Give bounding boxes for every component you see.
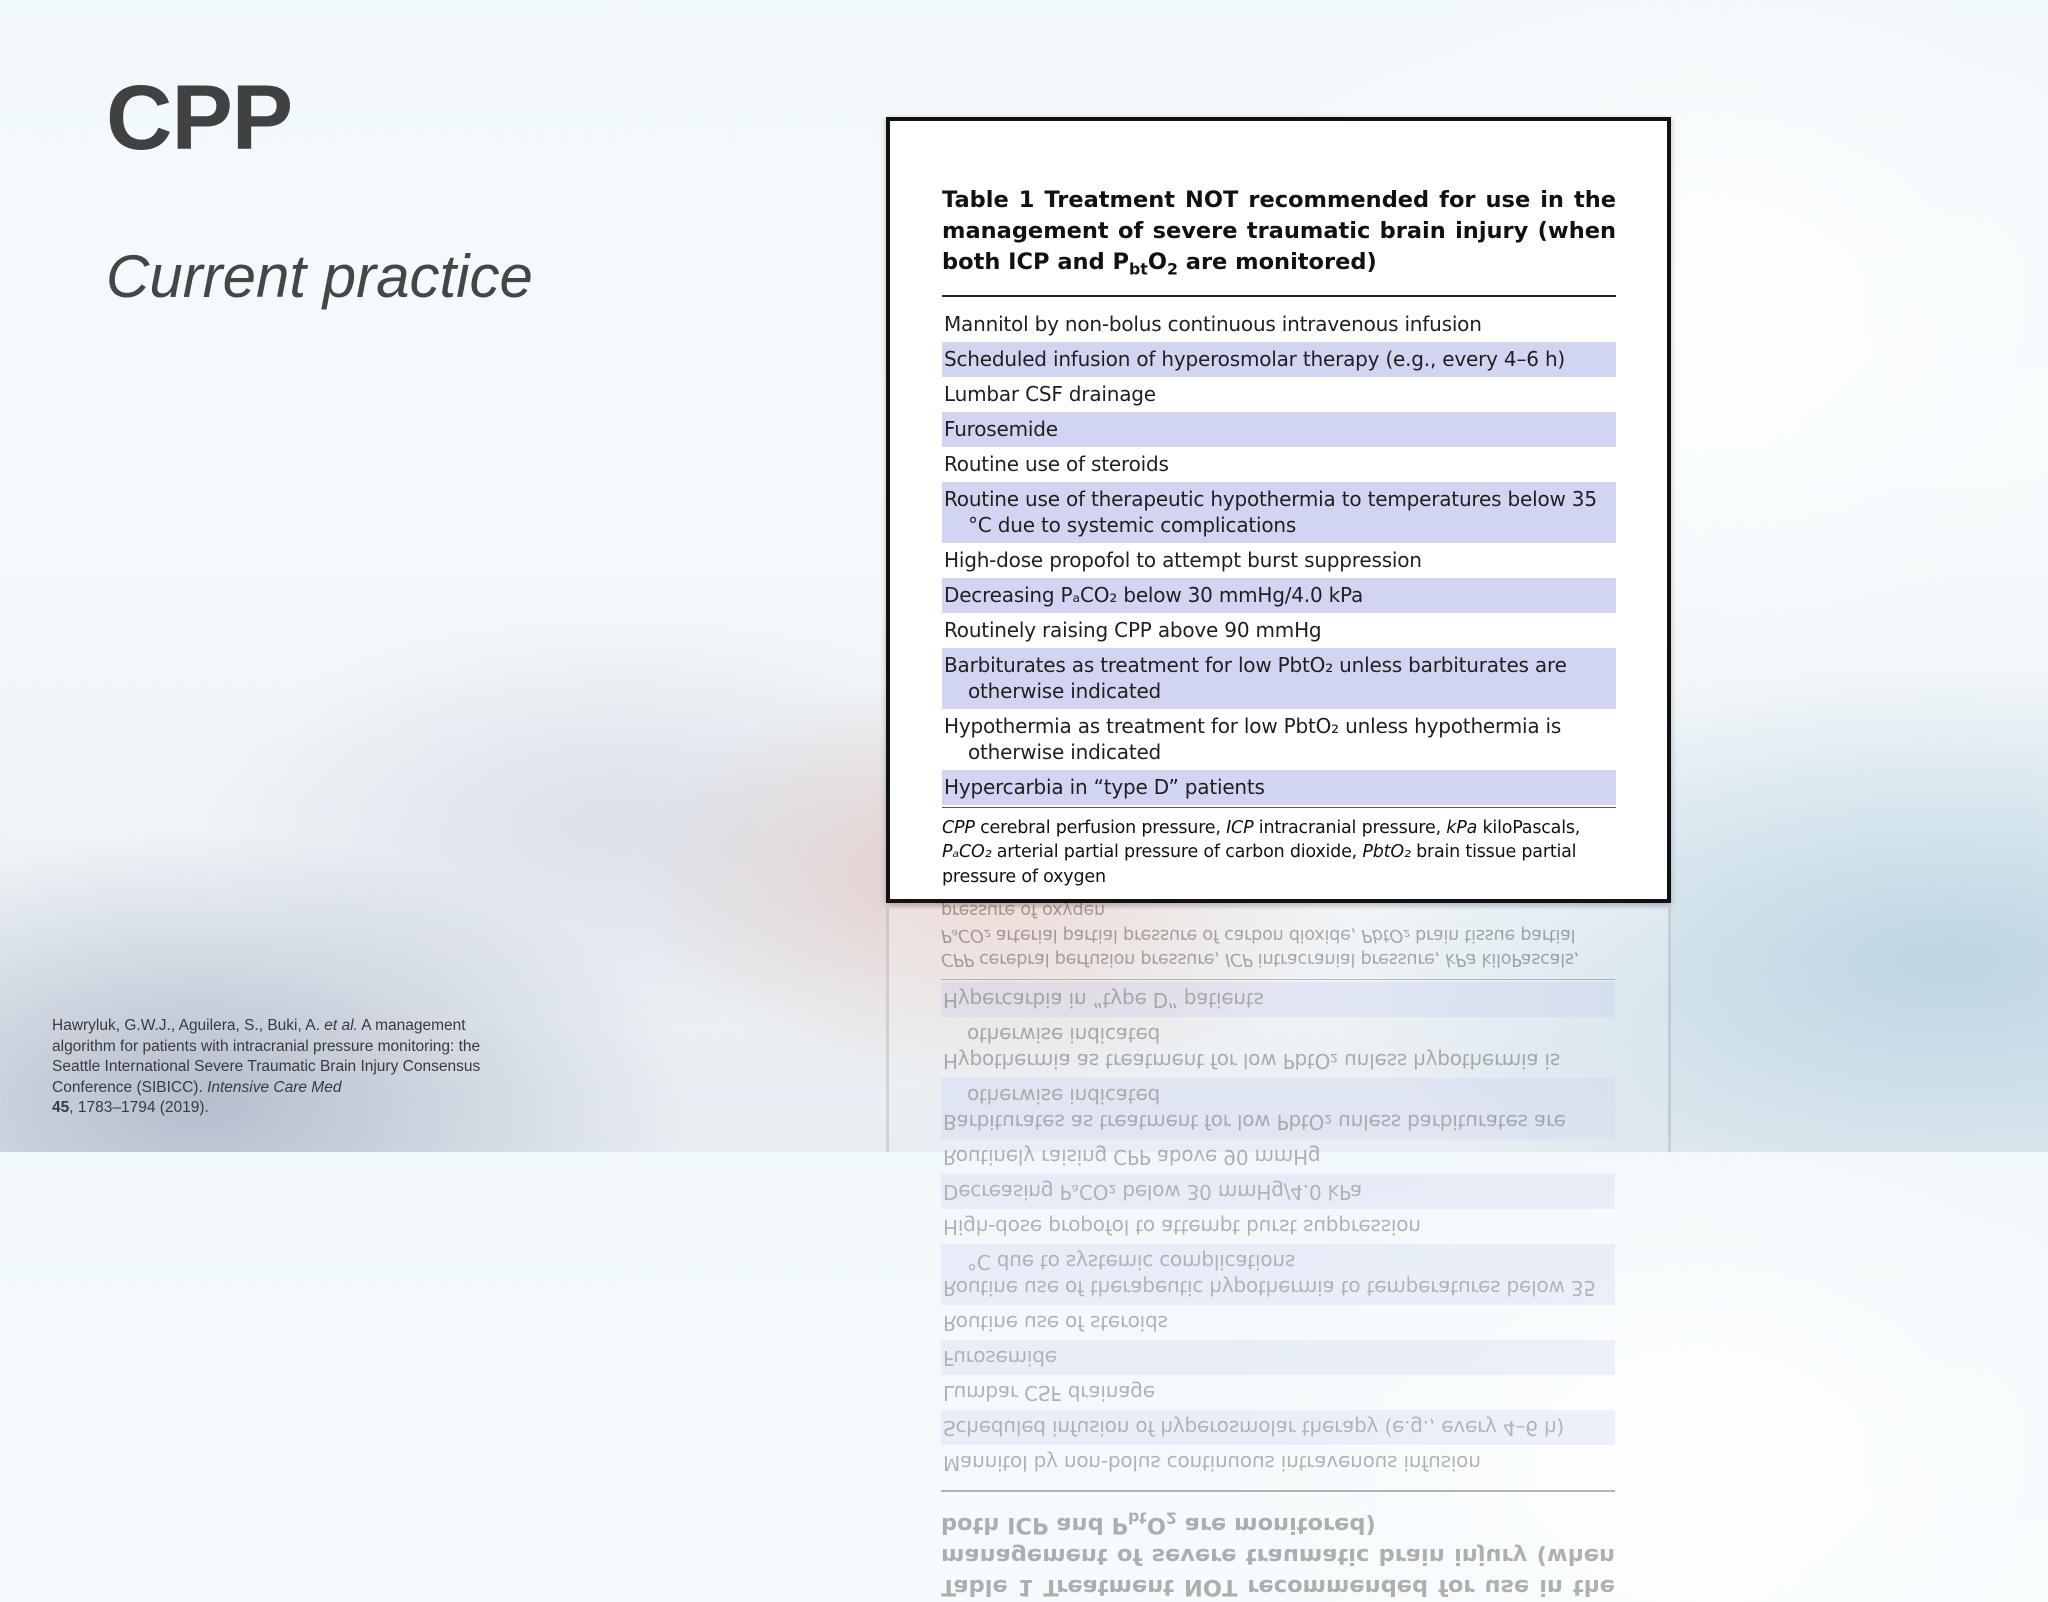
reflection-fragment: CPP cerebral perfusion pressure, ICP intracranial pressure, kPa kiloPascals, PₐCO₂ arterial partial pressure of carbon dioxide, PbtO₂ brain tissue partial pressure of oxygen bbox=[941, 898, 1615, 972]
table-row: Mannitol by non-bolus continuous intravenous infusion bbox=[942, 307, 1616, 342]
reflection-content bbox=[941, 898, 1615, 908]
reflection-fragment: Decreasing PₐCO₂ below 30 mmHg/4.0 kPa bbox=[941, 1175, 1615, 1210]
table-row: Hypothermia as treatment for low PbtO₂ unless hypothermia is otherwise indicated bbox=[942, 709, 1616, 770]
slide-title: CPP bbox=[106, 66, 292, 171]
table-row: Decreasing PₐCO₂ below 30 mmHg/4.0 kPa bbox=[942, 578, 1616, 613]
citation: Hawryluk, G.W.J., Aguilera, S., Buki, A. et al. A management algorithm for patients with intracranial pressure monitoring: the Seattle International Severe Traumatic Brain Injury Consensus Conference (SIBICC). Intensive Care Med 45, 1783–1794 (2019). bbox=[52, 1016, 532, 1119]
table-row: Routine use of therapeutic hypothermia to temperatures below 35 °C due to systemic complications bbox=[942, 482, 1616, 543]
reflection-fragment bbox=[941, 980, 1615, 981]
table-bottom-rule bbox=[942, 807, 1616, 808]
table-row: High-dose propofol to attempt burst suppression bbox=[942, 543, 1616, 578]
reflection-fragment: Lumbar CSF drainage bbox=[941, 1376, 1615, 1411]
reflection-fragment: Barbiturates as treatment for low PbtO₂ unless barbiturates are otherwise indicated bbox=[941, 1079, 1615, 1140]
table-reflection bbox=[886, 908, 1671, 1152]
reflection-fragment: Scheduled infusion of hyperosmolar therapy (e.g., every 4–6 h) bbox=[941, 1411, 1615, 1446]
table-content bbox=[942, 185, 1616, 889]
reflection-fragment: Hypothermia as treatment for low PbtO₂ unless hypothermia is otherwise indicated bbox=[941, 1018, 1615, 1079]
reflection-fragment: Routine use of steroids bbox=[941, 1306, 1615, 1341]
reflection-fragment: High-dose propofol to attempt burst suppression bbox=[941, 1210, 1615, 1245]
table-content bbox=[941, 898, 1615, 1602]
reflection-fragment: Routine use of therapeutic hypothermia to temperatures below 35 °C due to systemic complications bbox=[941, 1245, 1615, 1306]
table-row: Furosemide bbox=[942, 412, 1616, 447]
table-row: Scheduled infusion of hyperosmolar therapy (e.g., every 4–6 h) bbox=[942, 342, 1616, 377]
slide-subtitle: Current practice bbox=[106, 242, 533, 311]
table-heading: Table 1 Treatment NOT recommended for use in the management of severe traumatic brain injury (when both ICP and $P_{bt}O_2$ are monitored) bbox=[942, 185, 1616, 297]
table-row: Hypercarbia in “type D” patients bbox=[942, 770, 1616, 805]
reflection-fragment: Table 1 Treatment NOT recommended for use in the management of severe traumatic brain injury (when both ICP and $P_{bt}O_2$ are monitored) bbox=[941, 1491, 1615, 1602]
table-footnote: CPP cerebral perfusion pressure, ICP intracranial pressure, kPa kiloPascals, PₐCO₂ arterial partial pressure of carbon dioxide, PbtO₂ brain tissue partial pressure of oxygen bbox=[942, 816, 1616, 890]
table-row: Barbiturates as treatment for low PbtO₂ unless barbiturates are otherwise indicated bbox=[942, 648, 1616, 709]
reflection-fragment: Hypercarbia in “type D” patients bbox=[941, 983, 1615, 1018]
reflection-fragment: Mannitol by non-bolus continuous intravenous infusion bbox=[941, 1446, 1615, 1481]
reflection-fragment bbox=[941, 983, 1615, 1481]
reflection-fragment: Routinely raising CPP above 90 mmHg bbox=[941, 1140, 1615, 1175]
reflection-fragment: Furosemide bbox=[941, 1341, 1615, 1376]
table-row: Routinely raising CPP above 90 mmHg bbox=[942, 613, 1616, 648]
table-row: Lumbar CSF drainage bbox=[942, 377, 1616, 412]
table-row: Routine use of steroids bbox=[942, 447, 1616, 482]
table-image-card bbox=[886, 117, 1671, 903]
table-rows bbox=[942, 307, 1616, 805]
